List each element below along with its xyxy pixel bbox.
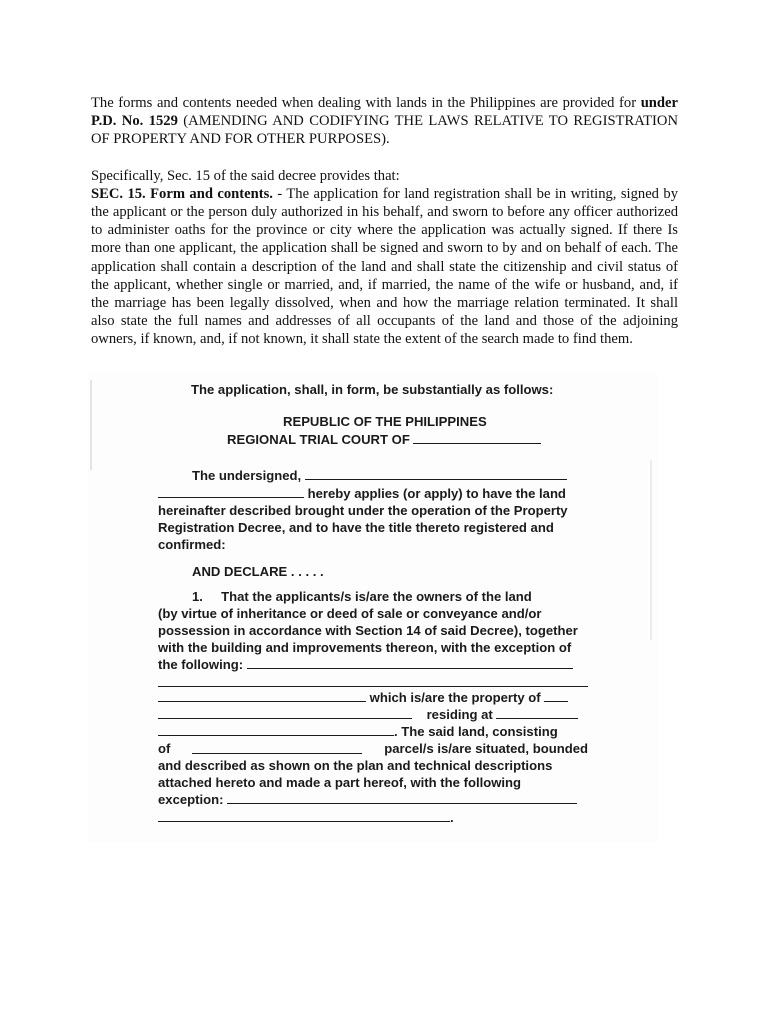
- form-court-line: [227, 432, 541, 447]
- last-blank: [158, 820, 450, 822]
- form-residing-text: residing at: [426, 707, 493, 722]
- owner-blank: [544, 700, 568, 702]
- form-following-label: the following:: [158, 657, 244, 672]
- form-applies-text: hereby applies (or apply) to have the land: [307, 486, 566, 501]
- court-blank: [413, 442, 541, 444]
- form-property-line: [158, 690, 568, 705]
- form-court-label: REGIONAL TRIAL COURT OF: [227, 432, 410, 447]
- form-undersigned-line: [192, 468, 567, 483]
- form-declare: AND DECLARE . . . . .: [192, 564, 324, 579]
- scan-edge-mark: [90, 380, 92, 470]
- clause-number: 1.: [192, 589, 203, 604]
- form-of-text: of: [158, 741, 171, 756]
- intro-p1-rest: (AMENDING AND CODIFYING THE LAWS RELATIVE TO REGISTRATION OF PROPERTY AND FOR OTHER PURPOSES).: [91, 113, 678, 148]
- form-period: .: [450, 810, 454, 825]
- section-15-paragraph: [91, 185, 678, 349]
- intro-specifically: Specifically, Sec. 15 of the said decree provides that:: [91, 167, 400, 184]
- form-line: possession in accordance with Section 14 of said Decree), together: [158, 623, 578, 638]
- form-parcels-text: parcel/s is/are situated, bounded: [384, 741, 588, 756]
- full-blank-line: [158, 686, 588, 687]
- address-blank: [158, 734, 394, 736]
- form-parcels-line: [158, 741, 588, 756]
- section-15-title: SEC. 15. Form and contents.: [91, 185, 273, 202]
- form-heading: The application, shall, in form, be substantially as follows:: [191, 382, 554, 397]
- parcels-blank: [192, 741, 362, 754]
- section-15-body: - The application for land registration shall be in writing, signed by the applicant or the person duly authorized in his behalf, and sworn to before any officer authorized to administer oaths for the province or city where the application was actually signed. If there Is more than one applicant, the application shall be signed and sworn to by and on behalf of each. The application shall contain a description of the land and shall state the citizenship and civil status of the applicant, whether single or married, and, if married, the name of the wife or husband, and, if the marriage has been legally dissolved, when and how the marriage relation terminated. It shall also state the full names and addresses of all occupants of the land and those of the adjoining owners, if known, and, if not known, it shall state the extent of the search made to find them.: [91, 185, 678, 348]
- final-exception-blank: [227, 802, 577, 804]
- exception-blank: [247, 667, 573, 669]
- owner-name-blank: [158, 717, 412, 719]
- form-last-line: [158, 810, 454, 825]
- form-following-line: [158, 657, 573, 672]
- form-clause-1-line: [192, 589, 532, 604]
- form-line: with the building and improvements thereon, with the exception of: [158, 640, 572, 655]
- clause-text: That the applicants/s is/are the owners of the land: [221, 589, 532, 604]
- intro-p1-bold: under P.D. No. 1529: [91, 95, 678, 130]
- undersigned-blank: [305, 478, 567, 480]
- form-line: confirmed:: [158, 537, 226, 552]
- intro-p1-start: The forms and contents needed when dealing with lands in the Philippines are provided for: [91, 95, 637, 111]
- intro-text: [91, 94, 678, 349]
- form-residing-line: [158, 707, 578, 722]
- form-said-land-text: . The said land, consisting: [394, 724, 558, 739]
- property-blank: [158, 700, 366, 702]
- form-exception-label: exception:: [158, 792, 224, 807]
- form-line: and described as shown on the plan and technical descriptions: [158, 758, 553, 773]
- form-line: Registration Decree, and to have the title thereto registered and: [158, 520, 554, 535]
- form-undersigned-label: The undersigned,: [192, 468, 302, 483]
- form-line: (by virtue of inheritance or deed of sale or conveyance and/or: [158, 606, 542, 621]
- form-said-land-line: [158, 724, 558, 739]
- form-republic: REPUBLIC OF THE PHILIPPINES: [283, 414, 487, 429]
- intro-paragraph: [91, 94, 678, 149]
- form-line: hereinafter described brought under the operation of the Property: [158, 503, 568, 518]
- applicant-blank: [158, 496, 304, 498]
- scan-edge-mark: [650, 460, 652, 640]
- form-line: attached hereto and made a part hereof, with the following: [158, 775, 522, 790]
- residence-blank: [496, 717, 578, 719]
- form-exception-line: [158, 792, 577, 807]
- form-applies-line: [158, 486, 566, 501]
- form-property-text: which is/are the property of: [369, 690, 541, 705]
